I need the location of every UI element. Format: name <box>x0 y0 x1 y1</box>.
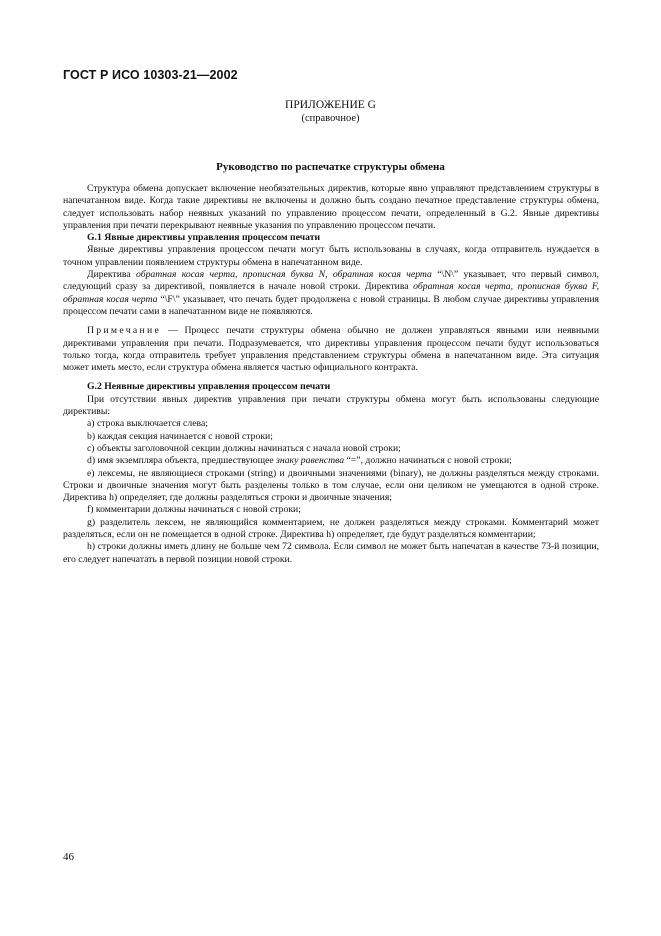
italic-run: обратная косая черта, прописная буква F, обратная косая черта <box>63 281 599 305</box>
section-g1-heading: G.1 Явные директивы управления процессом печати <box>87 232 321 244</box>
note-paragraph <box>63 325 599 374</box>
list-item-f: f) комментарии должны начинаться с новой строки; <box>87 504 301 516</box>
text-run: Директива <box>87 269 136 281</box>
g1-paragraph-1: Явные директивы управления процессом печати могут быть использованы в случаях, когда отправитель нуждается в точном управлении появлением структуры обмена в напечатанном виде. <box>63 244 599 268</box>
annex-title: Руководство по распечатке структуры обмена <box>216 161 445 173</box>
text-run: “\F\” указывает, что печать будет продолжена с новой страницы. В любом случае директивы управления процессом печати сами в напечатанном виде не появляются. <box>63 293 599 317</box>
note-text: — Процесс печати структуры обмена обычно не должен управляться явными или неявными директивами управления при печати. Подразумевается, что директивы управления процессом печати будут использоваться только тогда, когда отправитель требует управления представлением структуры обмена в напечатанном виде. Эта ситуация может иметь место, если структура обмена является частью официального контракта. <box>63 325 599 374</box>
annex-heading <box>0 99 661 125</box>
list-item-e: e) лексемы, не являющиеся строками (string) и двоичными значениями (binary), не должны разделяться между строками. Строки и двоичные значения могут быть разделены только в том случае, если они целиком не умещаются в одной строке. Директива h) определяет, где должны разделяться строки и двоичные значения; <box>63 467 599 504</box>
standard-header: ГОСТ Р ИСО 10303-21—2002 <box>63 68 238 82</box>
list-item-b: b) каждая секция начинается с новой строки; <box>87 430 273 442</box>
annex-label: ПРИЛОЖЕНИЕ G <box>285 99 376 111</box>
section-g2-heading: G.2 Неявные директивы управления процессом печати <box>87 381 331 393</box>
italic-run: знаку равенства <box>276 455 345 467</box>
annex-type: (справочное) <box>301 113 360 124</box>
page-number: 46 <box>63 851 74 863</box>
text-run: d) имя экземпляра объекта, предшествующее <box>87 455 277 467</box>
list-item-g: g) разделитель лексем, не являющийся комментарием, не должен разделяться между строками. Комментарий может разделяться, если он не помещается в одной строке. Директива h) определяет, где будут разделяться комментарии; <box>63 516 599 541</box>
list-item-d <box>63 455 599 467</box>
intro-paragraph: Структура обмена допускает включение необязательных директив, которые явно управляют представлением структуры в напечатанном виде. Когда такие директивы не включены и должно быть создано печатное представление структуры обмена, следует использовать набор неявных указаний по управлению процессом печати, определенный в G.2. Явные директивы управления при печати перекрывают неявные указания по управлению процессом печати. <box>63 183 599 231</box>
list-item-a: a) строка выключается слева; <box>87 418 208 430</box>
note-label: Примечание <box>87 325 162 337</box>
document-body <box>63 183 599 566</box>
list-item-h: h) строки должны иметь длину не больше чем 72 символа. Если символ не может быть напечатан в качестве 73-й позиции, его следует напечатать в первой позиции новой строки. <box>63 541 599 565</box>
italic-run: обратная косая черта, прописная буква N, обратная косая черта <box>136 269 432 281</box>
list-item-c: c) объекты заголовочной секции должны начинаться с начала новой строки; <box>87 442 401 454</box>
g1-paragraph-2 <box>63 269 599 318</box>
text-run: “=”, должно начинаться с новой строки; <box>344 455 512 467</box>
g2-intro-paragraph: При отсутствии явных директив управления при печати структуры обмена могут быть использованы следующие директивы: <box>63 393 599 418</box>
text-run: “\N\” указывает, что первый символ, следующий сразу за директивой, появляется в начале новой строки. Директива <box>63 269 599 293</box>
